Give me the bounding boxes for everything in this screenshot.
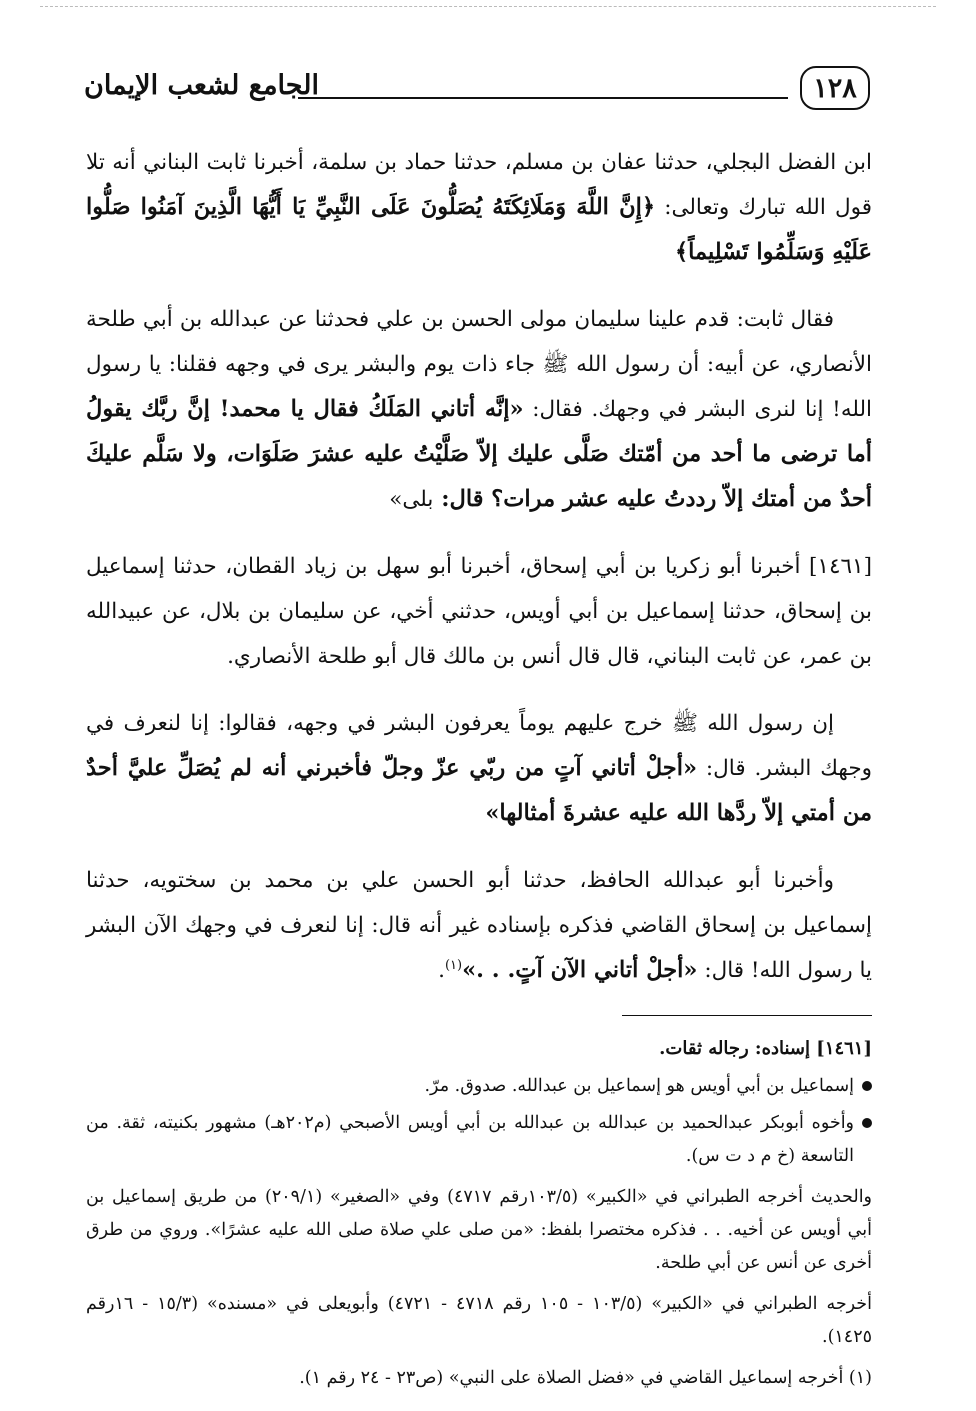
page-number: ١٢٨ <box>813 72 857 104</box>
p2-hadith: «إنَّه أتاني المَلَكُ فقال يا محمد! إنَّ ربَّك يقولُ أما ترضى ما أحد من أمّتك صَلَّى عليك إلاّ صَلَّيْتُ عليه عشرَ صَلَوَات، ولا سَلَّم عليكَ أحدٌ من أمتك إلاّ رددتُ عليه عشر مرات؟ قال: <box>86 396 872 512</box>
footnote-separator <box>622 1015 872 1016</box>
p4-text: إن رسول الله ﷺ خرج عليهم يوماً يعرفون البشر في وجهه، فقالوا: إنا لنعرف في وجهك البشر. قال: <box>86 711 872 781</box>
page-header <box>84 66 870 116</box>
p1-quran-verse: ﴿إِنَّ اللَّهَ وَمَلَائِكَتَهُ يُصَلُّونَ عَلَى النَّبِيِّ يَا أَيُّهَا الَّذِينَ آمَنُوا صَلُّوا عَلَيْهِ وَسَلِّمُوا تَسْلِيماً﴾ <box>86 194 872 265</box>
paragraph-5 <box>86 858 872 993</box>
scan-edge-rule <box>40 6 936 7</box>
bullet-icon <box>862 1081 872 1091</box>
p2-end: بلى» <box>389 487 434 512</box>
footnote-1461-head: [١٤٦١] إسناده: رجاله ثقات. <box>659 1038 872 1059</box>
p5-hadith: «أجلْ أتاني الآن آتٍ. . .» <box>462 957 698 983</box>
paragraph-3-isnad <box>86 544 872 679</box>
p1-text: ابن الفضل البجلي، حدثنا عفان بن مسلم، حدثنا حماد بن سلمة، أخبرنا ثابت البناني أنه تلا قول الله تبارك وتعالى: <box>86 150 872 220</box>
book-title: الجامع لشعب الإيمان <box>84 70 319 101</box>
paragraph-1 <box>86 140 872 275</box>
main-text <box>86 140 872 1399</box>
p3-text: [١٤٦١] أخبرنا أبو زكريا بن أبي إسحاق، أخبرنا أبو سهل بن زياد القطان، حدثنا إسماعيل بن إسحاق، حدثنا إسماعيل بن أبي أويس، حدثني أخي، عن سليمان بن بلال، عن عبيدالله بن عمر، عن ثابت البناني، قال قال أنس بن مالك قال أبو طلحة الأنصاري. <box>86 554 872 669</box>
footnotes <box>86 1032 872 1395</box>
p2-text: فقال ثابت: قدم علينا سليمان مولى الحسن بن علي فحدثنا عن عبدالله بن أبي طلحة الأنصاري، عن أبيه: أن رسول الله ﷺ جاء ذات يوم والبشر يرى في وجهه فقلنا: يا رسول الله! إنا لنرى البشر في وجهك. فقال: <box>86 307 872 422</box>
paragraph-2 <box>86 297 872 522</box>
footnote-takhrij-2: أخرجه الطبراني في «الكبير» (١٠٣/٥ - ١٠٥ رقم ٤٧١٨ - ٤٧٢١) وأبويعلى في «مسنده» (١٥/٣ - ١٦رقم ١٤٢٥). <box>86 1294 872 1347</box>
p5-text: وأخبرنا أبو عبدالله الحافظ، حدثنا أبو الحسن علي بن محمد بن سختويه، حدثنا إسماعيل بن إسحاق القاضي فذكره بإسناده غير أنه قال: إنا لنعرف في وجهك الآن البشر يا رسول الله! قال: <box>86 868 872 983</box>
footnote-1: (١) أخرجه إسماعيل القاضي في «فضل الصلاة على النبي» (ص٢٣ - ٢٤ رقم ١). <box>299 1368 872 1388</box>
footnote-ref-1: (١) <box>444 957 463 973</box>
footnote-bullet-1-text: إسماعيل بن أبي أويس هو إسماعيل بن عبدالله. صدوق. مرّ. <box>424 1076 854 1096</box>
footnote-bullet-2-text: وأخوه أبوبكر عبدالحميد بن عبدالله بن عبدالله بن أبي أويس الأصبحي (م٢٠٢هـ) مشهور بكنيته، ثقة. من التاسعة (خ م د ت س). <box>86 1113 855 1166</box>
page-number-badge <box>800 66 870 110</box>
bullet-icon <box>862 1118 872 1128</box>
p4-hadith: «أجلْ أتاني آتٍ من ربّي عزّ وجلّ فأخبرني أنه لم يُصَلِّ عليَّ أحدٌ من أمتي إلاّ ردَّها الله عليه عشرةَ أمثالها» <box>86 755 872 826</box>
paragraph-4 <box>86 701 872 836</box>
footnote-bullet <box>86 1107 872 1173</box>
footnote-bullet <box>86 1070 872 1103</box>
header-rule <box>298 97 788 99</box>
p5-end: . <box>438 958 445 983</box>
footnote-takhrij-1: والحديث أخرجه الطبراني في «الكبير» (١٠٣/٥رقم ٤٧١٧) وفي «الصغير» (٢٠٩/١) من طريق إسماعيل بن أبي أويس عن أخيه. . . فذكره مختصرا بلفظ: «من صلى علي صلاة صلى الله عليه عشرًا». وروي من طرق أخرى عن أنس عن أبي طلحة. <box>86 1187 873 1273</box>
